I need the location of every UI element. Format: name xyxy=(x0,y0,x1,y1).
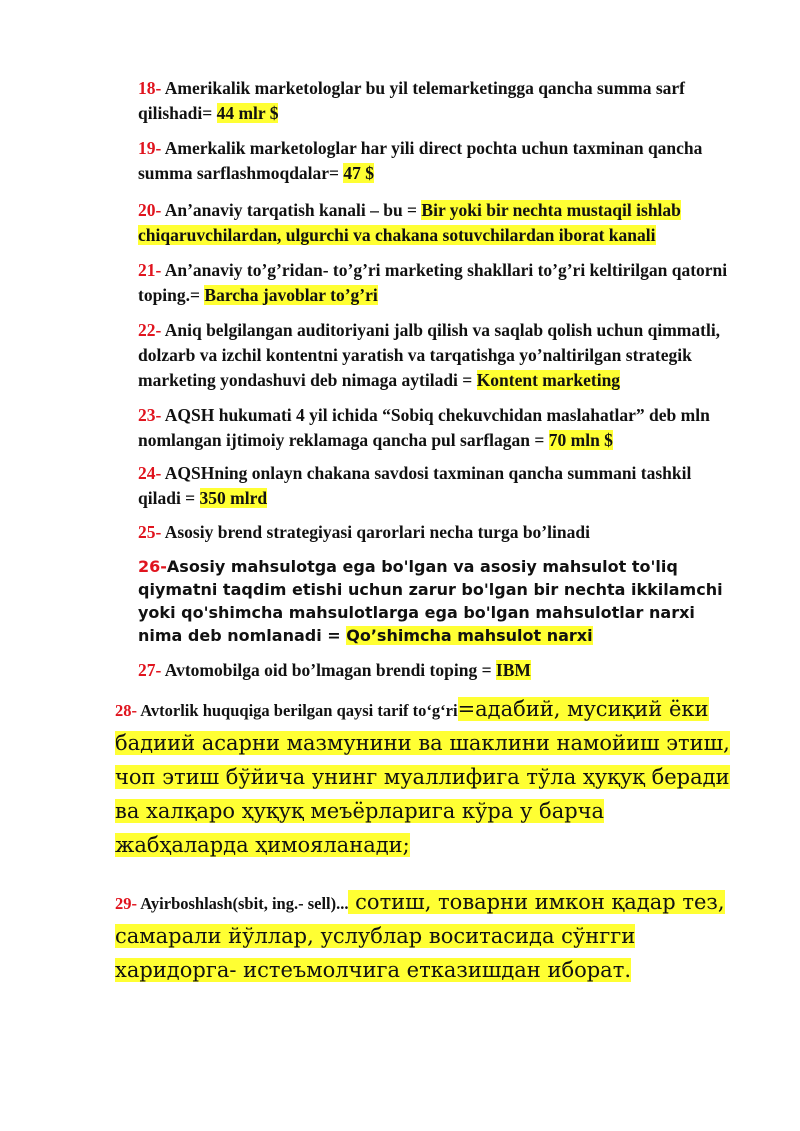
question-text: An’anaviy to’g’ridan- to’g’ri marketing shakllari to’g’ri keltirilgan qatorni toping.= xyxy=(138,260,728,305)
answer-highlight: 44 mlr $ xyxy=(216,103,279,123)
question-text: AQSHning onlayn chakana savdosi taxminan qancha summani tashkil qiladi = xyxy=(138,463,692,508)
question-text: Aniq belgilangan auditoriyani jalb qilish va saqlab qolish uchun qimmatli, dolzarb va izchil kontentni yaratish va tarqatishga yo’naltirilgan strategik marketing yondashuvi deb nimaga aytiladi = xyxy=(138,320,721,390)
answer-highlight: 47 $ xyxy=(343,163,375,183)
question-25 xyxy=(138,520,738,545)
question-number: 20- xyxy=(138,200,162,220)
question-20 xyxy=(138,198,748,248)
question-text: Avtomobilga oid bo’lmagan brendi toping = xyxy=(161,660,496,680)
question-22 xyxy=(138,318,753,393)
question-text: Asosiy mahsulotga ega bo'lgan va asosiy mahsulot to'liq qiymatni taqdim etishi uchun zarur bo'lgan bir nechta ikkilamchi yoki qo'shimcha mahsulotlarga ega bo'lgan mahsulotlar narxi nima deb nomlanadi = xyxy=(138,557,723,645)
question-number: 22- xyxy=(138,320,162,340)
question-text: An’anaviy tarqatish kanali – bu = xyxy=(161,200,422,220)
question-text: Amerkalik marketologlar har yili direct pochta uchun taxminan qancha summa sarflashmoqdalar= xyxy=(138,138,703,183)
answer-highlight: сотиш, товарни имкон қадар тез, самарали йўллар, услублар воситасида сўнгги харидорга- истеъмолчига етказишдан иборат. xyxy=(115,890,725,982)
question-number: 19- xyxy=(138,138,162,158)
question-number: 23- xyxy=(138,405,162,425)
question-19 xyxy=(138,136,738,186)
question-24 xyxy=(138,461,738,511)
question-text: Amerikalik marketologlar bu yil telemarketingga qancha summa sarf qilishadi= xyxy=(138,78,686,123)
question-text: AQSH hukumati 4 yil ichida “Sobiq chekuvchidan maslahatlar” deb mln nomlangan ijtimoiy reklamaga qancha pul sarflagan = xyxy=(138,405,710,450)
answer-highlight: 70 mln $ xyxy=(548,430,613,450)
question-number: 26- xyxy=(138,557,167,576)
question-23 xyxy=(138,403,738,453)
question-18 xyxy=(138,76,748,126)
answer-highlight: 350 mlrd xyxy=(199,488,268,508)
answer-highlight: Kontent marketing xyxy=(476,370,621,390)
question-21 xyxy=(138,258,738,308)
question-number: 18- xyxy=(138,78,162,98)
question-text: Asosiy brend strategiyasi qarorlari necha turga bo’linadi xyxy=(161,522,590,542)
question-number: 21- xyxy=(138,260,162,280)
question-26 xyxy=(138,555,738,647)
question-27 xyxy=(138,658,738,683)
question-number: 25- xyxy=(138,522,162,542)
answer-highlight: Barcha javoblar to’g’ri xyxy=(204,285,378,305)
question-text: Ayirboshlash(sbit, ing.- sell)... xyxy=(137,894,349,913)
answer-highlight: Bir yoki bir nechta mustaqil ishlab chiqaruvchilardan, ulgurchi va chakana sotuvchilardan iborat kanali xyxy=(138,200,681,245)
question-text: Avtorlik huquqiga berilgan qaysi tarif to‘g‘ri xyxy=(137,701,458,720)
question-28 xyxy=(115,693,730,863)
answer-highlight: Qo’shimcha mahsulot narxi xyxy=(346,626,593,645)
question-number: 28- xyxy=(115,701,137,720)
question-number: 29- xyxy=(115,894,137,913)
question-29 xyxy=(115,886,730,988)
answer-highlight: =адабий, мусиқий ёки бадиий асарни мазмунини ва шаклини намойиш этиш, чоп этиш бўйича унинг муаллифига тўла ҳуқуқ беради ва халқаро ҳуқуқ меъёрларига кўра у барча жабҳаларда ҳимояланади; xyxy=(115,697,730,857)
question-number: 24- xyxy=(138,463,162,483)
answer-highlight: IBM xyxy=(495,660,531,680)
question-number: 27- xyxy=(138,660,162,680)
